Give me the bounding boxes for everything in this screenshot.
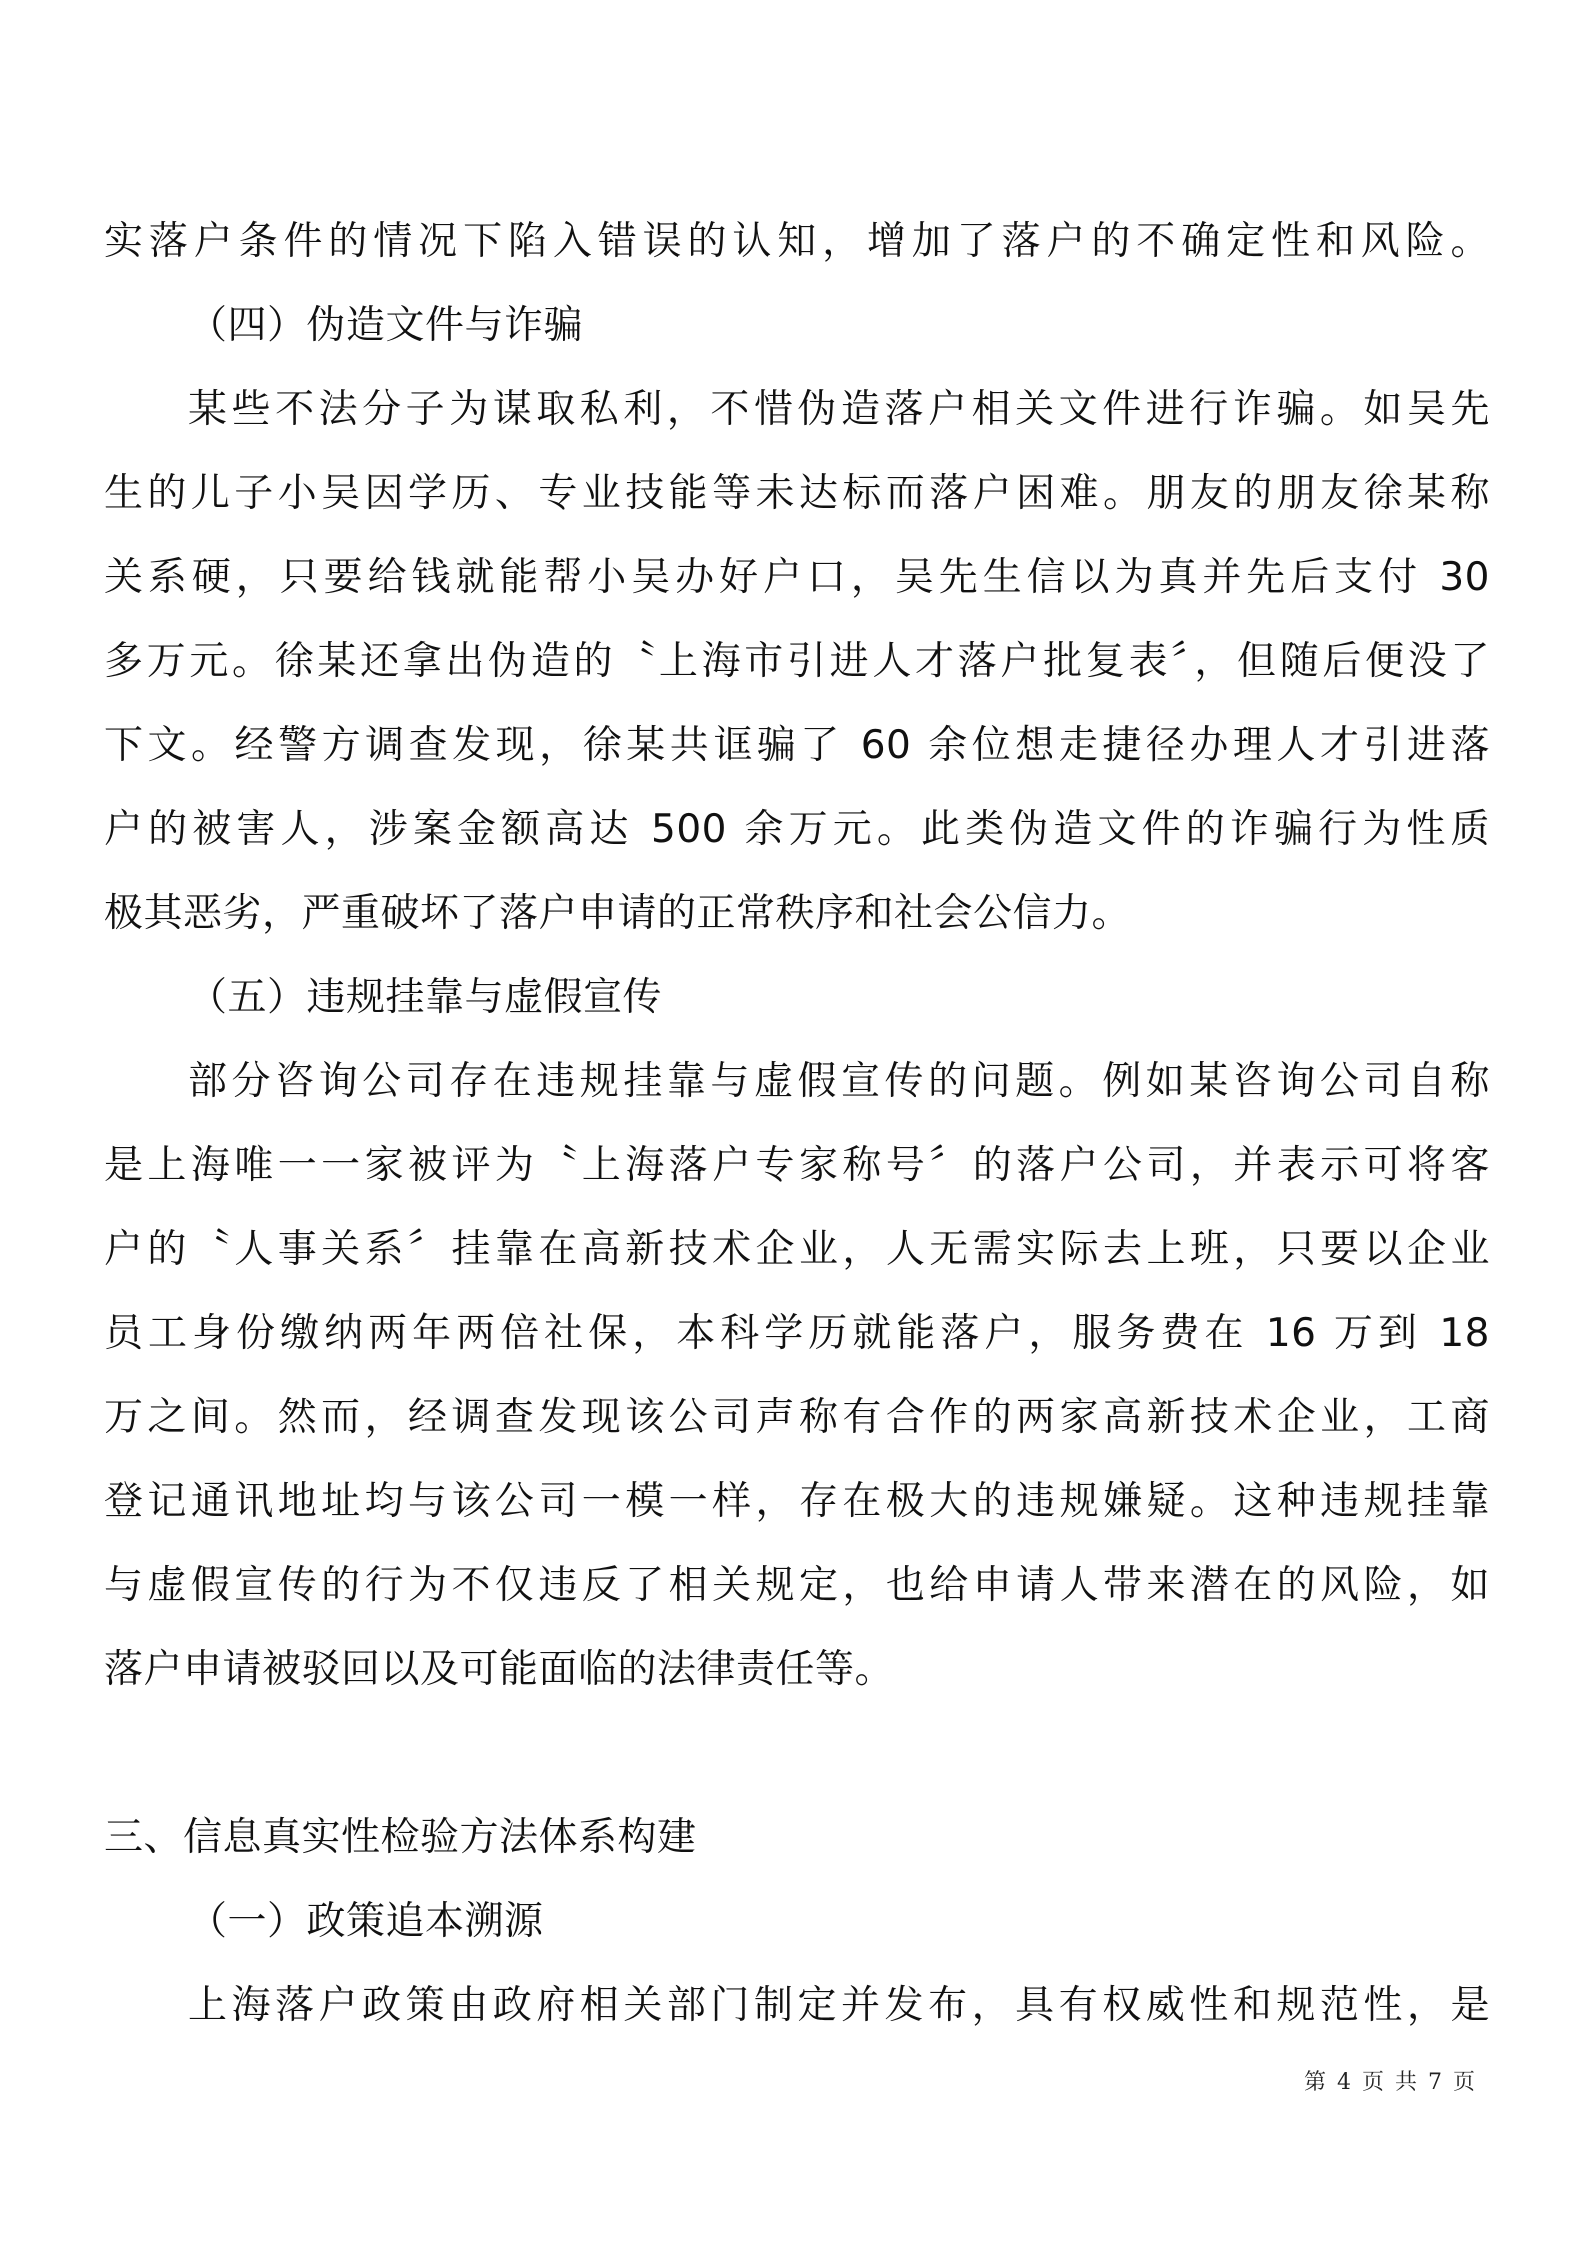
paragraph-line: 极其恶劣，严重破坏了落户申请的正常秩序和社会公信力。 [104,891,1132,936]
paragraph-line: 上海落户政策由政府相关部门制定并发布，具有权威性和规范性，是 [188,1983,1490,2028]
paragraph-line: 落户申请被驳回以及可能面临的法律责任等。 [104,1647,895,1692]
paragraph-line: 员工身份缴纳两年两倍社保，本科学历就能落户，服务费在 16 万到 18 [104,1311,1490,1356]
section-heading: （五）违规挂靠与虚假宣传 [188,975,663,1020]
paragraph-line: 与虚假宣传的行为不仅违反了相关规定，也给申请人带来潜在的风险，如 [104,1563,1490,1608]
paragraph-line: 户的〝人事关系〞挂靠在高新技术企业，人无需实际去上班，只要以企业 [104,1227,1490,1272]
paragraph-line: 部分咨询公司存在违规挂靠与虚假宣传的问题。例如某咨询公司自称 [188,1059,1490,1104]
paragraph-line: 生的儿子小吴因学历、专业技能等未达标而落户困难。朋友的朋友徐某称 [104,471,1490,516]
document-body [104,200,1490,2048]
paragraph-line: 登记通讯地址均与该公司一模一样，存在极大的违规嫌疑。这种违规挂靠 [104,1479,1490,1524]
section-heading: （四）伪造文件与诈骗 [188,303,584,348]
paragraph-line: 下文。经警方调查发现，徐某共诓骗了 60 余位想走捷径办理人才引进落 [104,723,1490,768]
paragraph-line: 实落户条件的情况下陷入错误的认知，增加了落户的不确定性和风险。 [104,219,1490,264]
paragraph-line: 户的被害人，涉案金额高达 500 余万元。此类伪造文件的诈骗行为性质 [104,807,1490,852]
paragraph-line: 某些不法分子为谋取私利，不惜伪造落户相关文件进行诈骗。如吴先 [188,387,1490,432]
section-heading: （一）政策追本溯源 [188,1899,544,1944]
paragraph-gap [104,1712,1490,1796]
chapter-heading: 三、信息真实性检验方法体系构建 [104,1815,697,1860]
paragraph-line: 关系硬，只要给钱就能帮小吴办好户口，吴先生信以为真并先后支付 30 [104,555,1490,600]
paragraph-line: 万之间。然而，经调查发现该公司声称有合作的两家高新技术企业，工商 [104,1395,1490,1440]
page-number-footer: 第 4 页 共 7 页 [1304,2070,1477,2095]
paragraph-line: 多万元。徐某还拿出伪造的〝上海市引进人才落户批复表〞，但随后便没了 [104,639,1490,684]
paragraph-line: 是上海唯一一家被评为〝上海落户专家称号〞的落户公司，并表示可将客 [104,1143,1490,1188]
